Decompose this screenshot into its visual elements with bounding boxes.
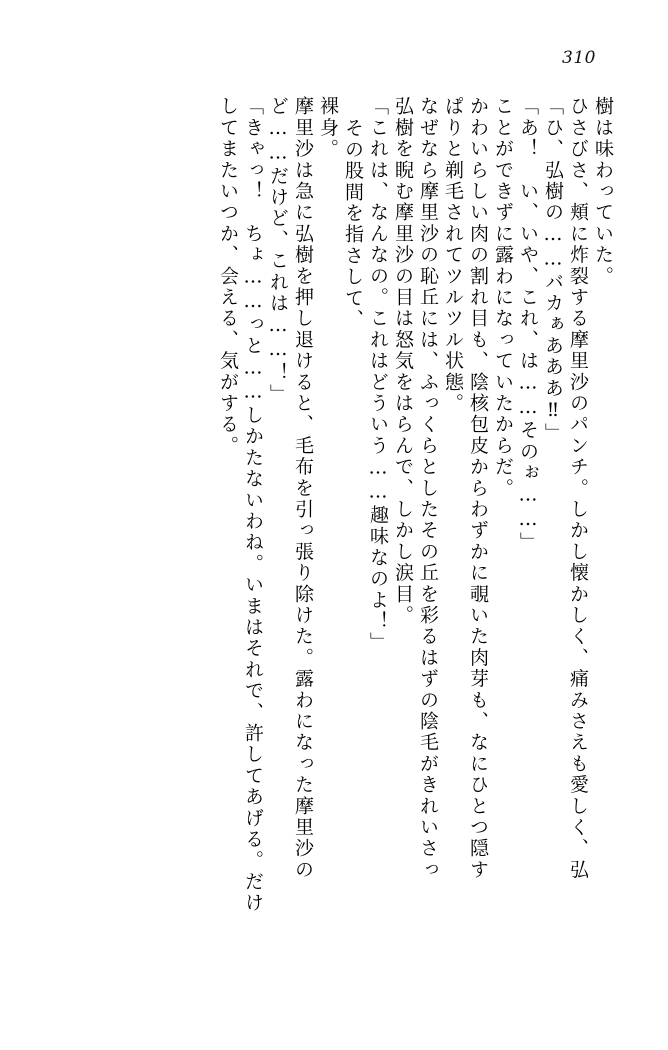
text-column: 「あ！ い、いや、これ、は……そのぉ……」 <box>517 96 539 554</box>
text-column: なぜなら摩里沙の恥丘には、ふっくらとしたその丘を彩るはずの陰毛がきれいさっ <box>417 96 439 881</box>
text-column: 樹は味わっていた。 <box>592 96 614 287</box>
text-column: かわいらしい肉の割れ目も、陰核包皮からわずかに覗いた肉芽も、なにひとつ隠す <box>467 96 489 881</box>
text-column: してまたいつか、会える、気がする。 <box>217 96 239 457</box>
text-column: 「きゃっ！ ちょ……っと……しかたないわね。いまはそれで、許してあげる。だけ <box>242 96 264 914</box>
text-column: ど……だけど、これは……！」 <box>267 96 289 405</box>
text-column: 裸身。 <box>317 96 339 160</box>
text-column: 摩里沙は急に弘樹を押し退けると、毛布を引っ張り除けた。露わになった摩里沙の <box>292 96 314 881</box>
text-column: ことができずに露わになっていたからだ。 <box>492 96 514 499</box>
text-column: ひさびさ、頬に炸裂する摩里沙のパンチ。しかし懐かしく、痛みさえも愛しく、弘 <box>567 96 589 881</box>
text-column: 弘樹を睨む摩里沙の目は怒気をはらんで、しかし涙目。 <box>392 96 414 626</box>
text-column: ぱりと剃毛されてツルツル状態。 <box>442 96 464 414</box>
text-column: 「これは、なんなの。これはどういう……趣味なのよ！」 <box>367 96 389 654</box>
text-column: 「ひ、弘樹の……バカぁあああ‼」 <box>542 96 564 445</box>
page-number: 310 <box>562 48 596 68</box>
vertical-text-body <box>60 96 612 996</box>
text-column: その股間を指さして、 <box>342 118 364 330</box>
